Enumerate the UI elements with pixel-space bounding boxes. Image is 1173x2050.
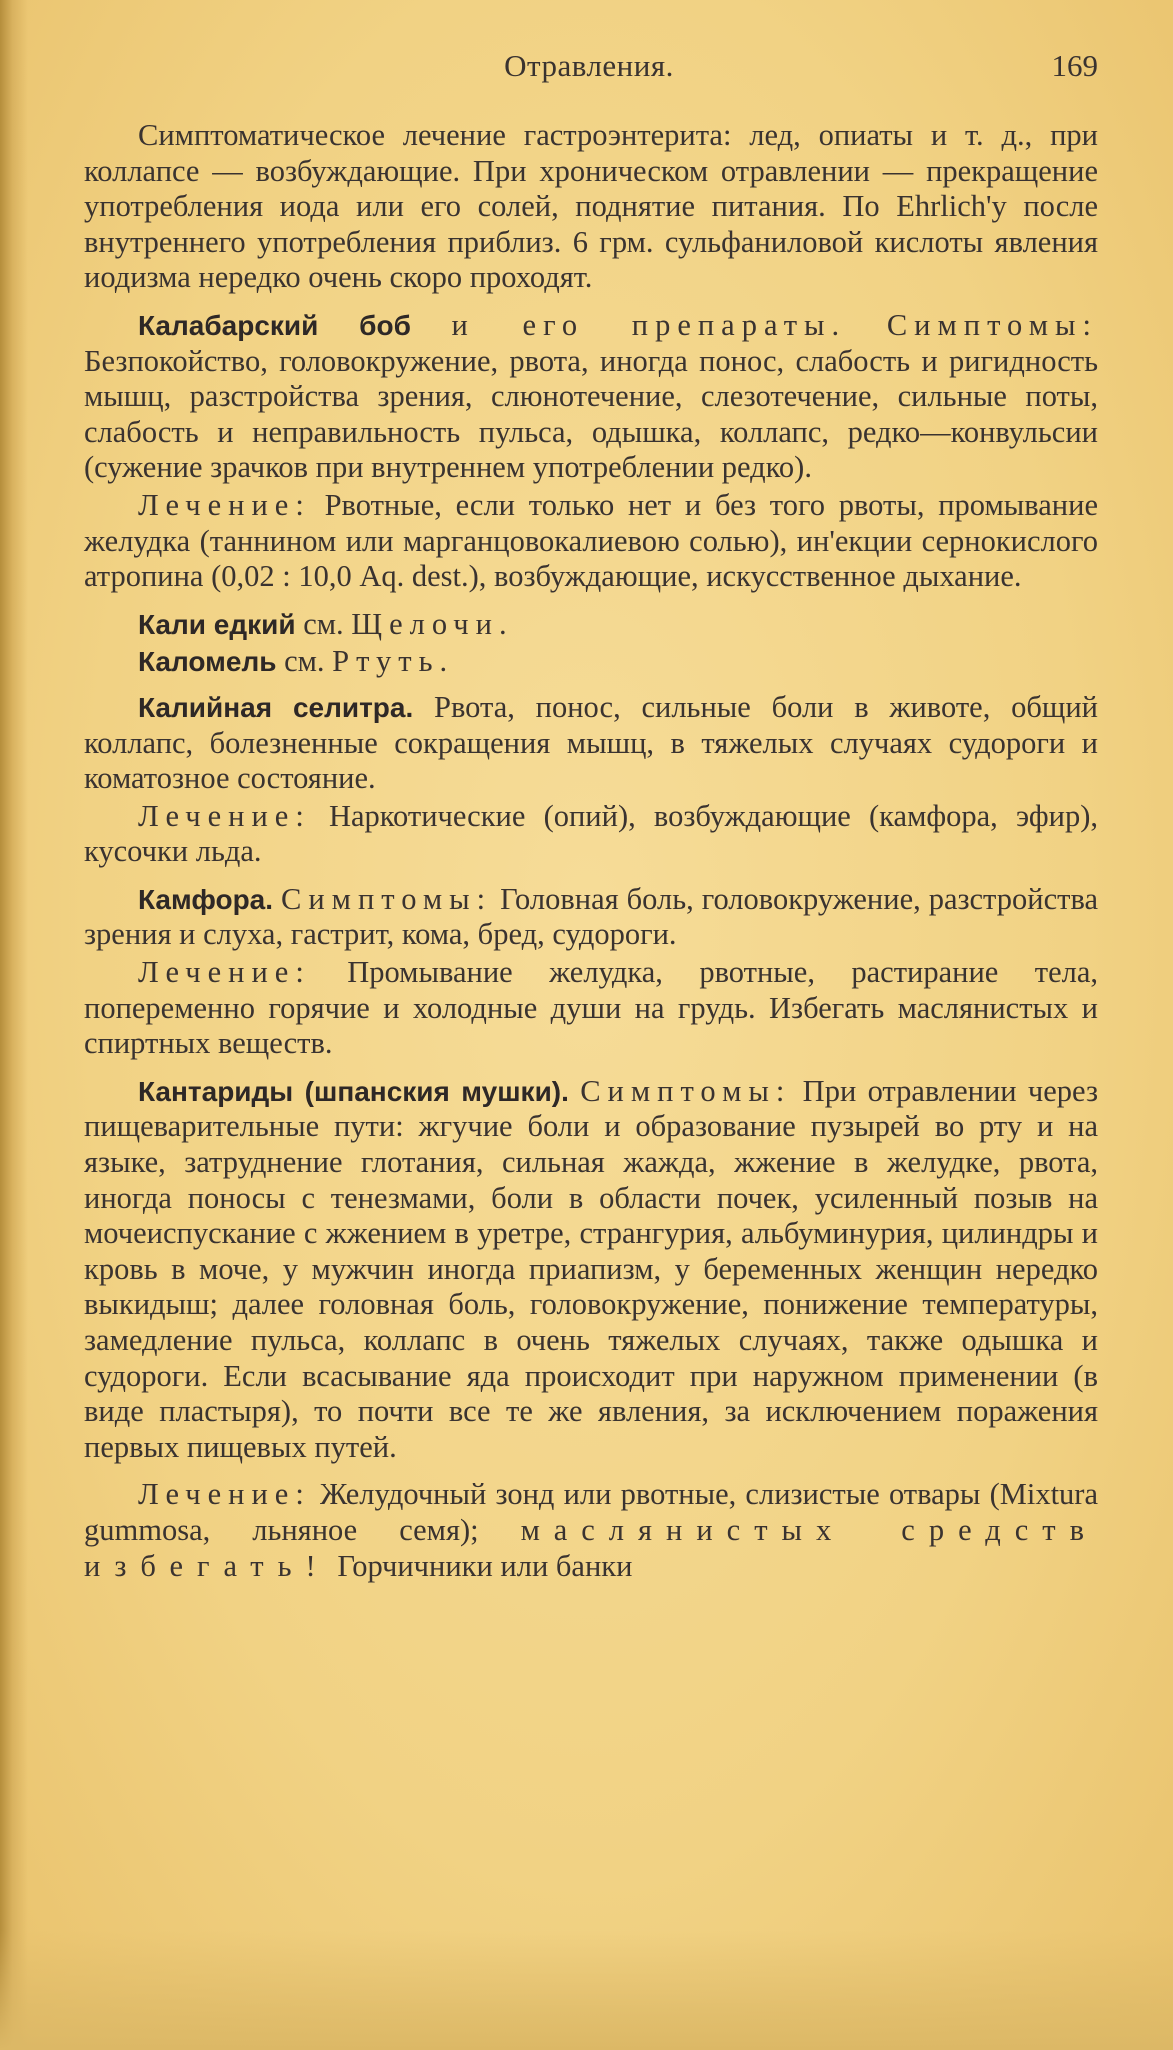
treatment-label: Лечение: — [138, 955, 311, 990]
page-bottom-shade — [0, 1930, 1173, 2050]
entry-term: Калабарский боб — [138, 309, 411, 341]
entry-kantaridy-symptoms — [84, 1074, 1098, 1466]
see-label: см. — [284, 644, 325, 679]
treatment-spaced-text: маслянистых средств избегать! — [84, 1512, 1098, 1583]
symptoms-label: Симптомы: — [580, 1073, 792, 1108]
see-label: см. — [303, 606, 344, 641]
treatment-text: Промывание желудка, рвотные, растирание тела, попеременно горячие и холодные души на грудь. Избегать маслянистых и спиртных веществ. — [84, 955, 1099, 1061]
cross-reference: Ртуть. — [332, 644, 455, 679]
cross-reference: Щелочи. — [351, 606, 514, 641]
entry-text: Рвота, понос, сильные боли в животе, общий коллапс, болезненные сокращения мышц, в тяжелых случаях судороги и коматозное состояние. — [84, 689, 1098, 796]
entry-text: Безпокойство, головокружение, рвота, иногда понос, слабость и ригидность мышц, разстройства зрения, слюнотечение, слезотечение, сильные поты, слабость и неправильность пульса, одышка, коллапс, редко—конвульсии (сужение зрачков при внутреннем употреблении редко). — [84, 343, 1098, 485]
entry-term: Каломель — [138, 646, 277, 678]
entry-text: Головная боль, головокружение, разстройства зрения и слуха, гастрит, кома, бред, судороги. — [84, 881, 1098, 952]
page-body — [84, 118, 1098, 1596]
entry-term: Кали едкий — [138, 608, 296, 640]
treatment-tail-text: Горчичники или банки — [337, 1548, 633, 1583]
treatment-text: Рвотные, если только нет и без того рвоты, промывание желудка (таннином или марганцовокалиевою солью), ин'екции сернокислого атропина (0,02 : 10,0 Aq. dest.), возбуждающие, искусственное дыхание. — [84, 487, 1098, 594]
entry-kalomel — [84, 644, 1098, 680]
treatment-label: Лечение: — [138, 798, 311, 833]
symptoms-label: Симптомы: — [281, 881, 493, 916]
entry-term: Калийная селитра. — [138, 691, 414, 723]
entry-selitra-treatment — [84, 799, 1098, 870]
running-title: Отравления. — [504, 48, 674, 83]
entry-term: Кантариды (шпанския мушки). — [138, 1075, 569, 1107]
entry-kamfora-symptoms — [84, 882, 1098, 953]
treatment-text: Желудочный зонд или рвотные, слизистые отвары (Mixtura gummosa, льняное семя); — [84, 1477, 1099, 1547]
entry-kamfora-treatment — [84, 955, 1098, 1062]
entry-term: Камфора. — [138, 883, 274, 915]
page-number: 169 — [1051, 48, 1098, 83]
entry-kalabar-treatment — [84, 488, 1098, 595]
treatment-text: Наркотические (опий), возбуждающие (камфора, эфир), кусочки льда. — [84, 798, 1098, 869]
entry-selitra-symptoms — [84, 690, 1098, 797]
entry-spaced-text: и его препараты. — [451, 307, 847, 342]
page-gutter-shadow — [0, 0, 28, 2050]
paragraph-symptomatic-treatment: Симптоматическое лечение гастроэнтерита: лед, опиаты и т. д., при коллапсе — возбуждающие. При хроническом отравлении — прекращение употребления иода или его солей, поднятие питания. По Ehrlich'y после внутреннего употребления приблиз. 6 грм. сульфаниловой кислоты явления иодизма нередко очень скоро проходят. — [84, 118, 1098, 295]
entry-kalabar-symptoms — [84, 308, 1098, 486]
entry-text: При отравлении через пищеварительные пути: жгучие боли и образование пузырей во рту и на языке, затруднение глотания, сильная жажда, жжение в желудке, рвота, иногда поносы с тенезмами, боли в области почек, усиленный позыв на мочеиспускание с жжением в уретре, странгурия, альбуминурия, цилиндры и кровь в моче, у мужчин иногда приапизм, у беременных женщин нередко выкидыш; далее головная боль, головокружение, понижение температуры, замедление пульса, коллапс в очень тяжелых случаях, также одышка и судороги. Если всасывание яда происходит при наружном применении (в виде пластыря), то почти все те же явления, за исключением поражения первых пищевых путей. — [84, 1073, 1099, 1464]
treatment-label: Лечение: — [138, 1477, 311, 1512]
entry-kali — [84, 607, 1098, 643]
page-header — [80, 48, 1098, 98]
entry-kantaridy-treatment — [84, 1477, 1098, 1584]
treatment-label: Лечение: — [138, 487, 311, 522]
symptoms-label: Симптомы: — [886, 307, 1098, 342]
